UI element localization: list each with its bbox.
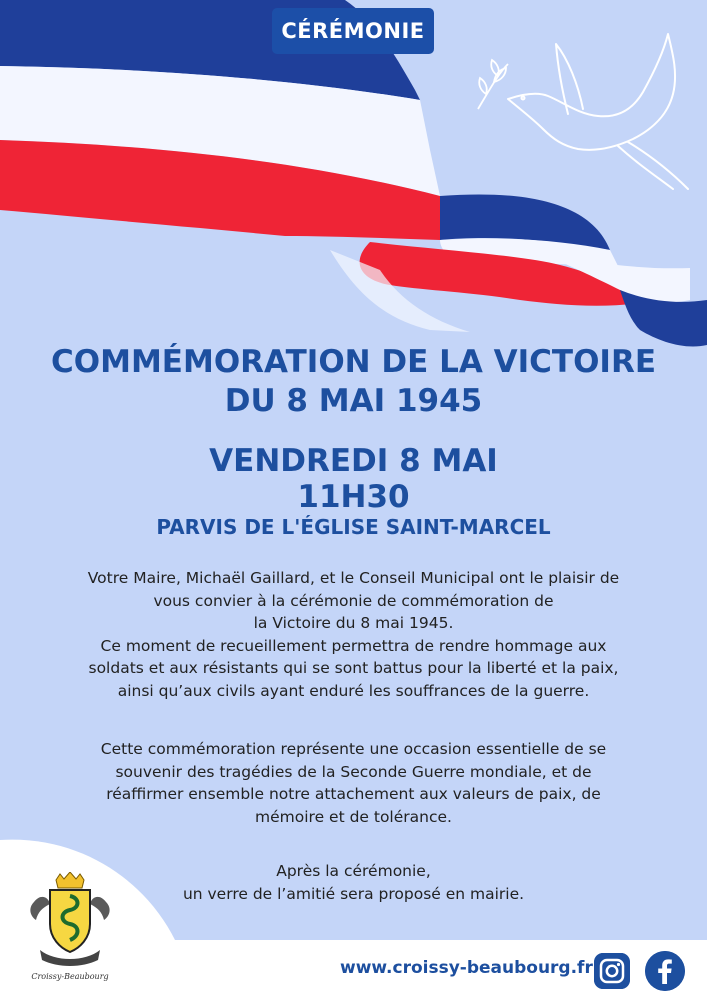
text-line: Ce moment de recueillement permettra de rendre hommage aux xyxy=(100,636,607,655)
event-place: PARVIS DE L'ÉGLISE SAINT-MARCEL xyxy=(156,515,551,539)
title-line-2: DU 8 MAI 1945 xyxy=(224,383,483,419)
text-line: ainsi qu’aux civils ayant enduré les souffrances de la guerre. xyxy=(117,681,590,700)
text-line: Votre Maire, Michaël Gaillard, et le Conseil Municipal ont le plaisir de xyxy=(87,569,620,587)
text-line: vous convier à la cérémonie de commémoration de xyxy=(153,591,554,610)
text-line: souvenir des tragédies de la Seconde Guerre mondiale, et de xyxy=(115,762,592,781)
text-line: la Victoire du 8 mai 1945. xyxy=(253,614,454,632)
olive-branch-icon xyxy=(478,60,508,109)
text-line: mémoire et de tolérance. xyxy=(255,807,452,826)
event-time: 11H30 xyxy=(297,479,410,515)
dove-icon xyxy=(468,14,698,194)
invitation-paragraph xyxy=(0,567,707,702)
crest-label: Croissy-Beaubourg xyxy=(31,972,109,981)
text-line: soldats et aux résistants qui se sont battus pour la liberté et la paix, xyxy=(88,659,619,677)
instagram-icon[interactable] xyxy=(594,953,630,989)
facebook-icon[interactable] xyxy=(645,951,685,991)
text-line: réaffirmer ensemble notre attachement aux valeurs de paix, de xyxy=(106,785,601,803)
event-date: VENDREDI 8 MAI xyxy=(209,443,498,479)
title-line-1: COMMÉMORATION DE LA VICTOIRE xyxy=(51,344,656,380)
text-line: un verre de l’amitié sera proposé en mairie. xyxy=(182,884,525,903)
ceremony-tag: CÉRÉMONIE xyxy=(272,8,434,54)
text-line: Après la cérémonie, xyxy=(276,862,431,880)
crest-icon xyxy=(20,872,120,984)
text-line: Cette commémoration représente une occasion essentielle de se xyxy=(100,740,607,758)
commemoration-paragraph xyxy=(0,738,707,828)
website-link[interactable]: www.croissy-beaubourg.fr xyxy=(340,958,593,978)
